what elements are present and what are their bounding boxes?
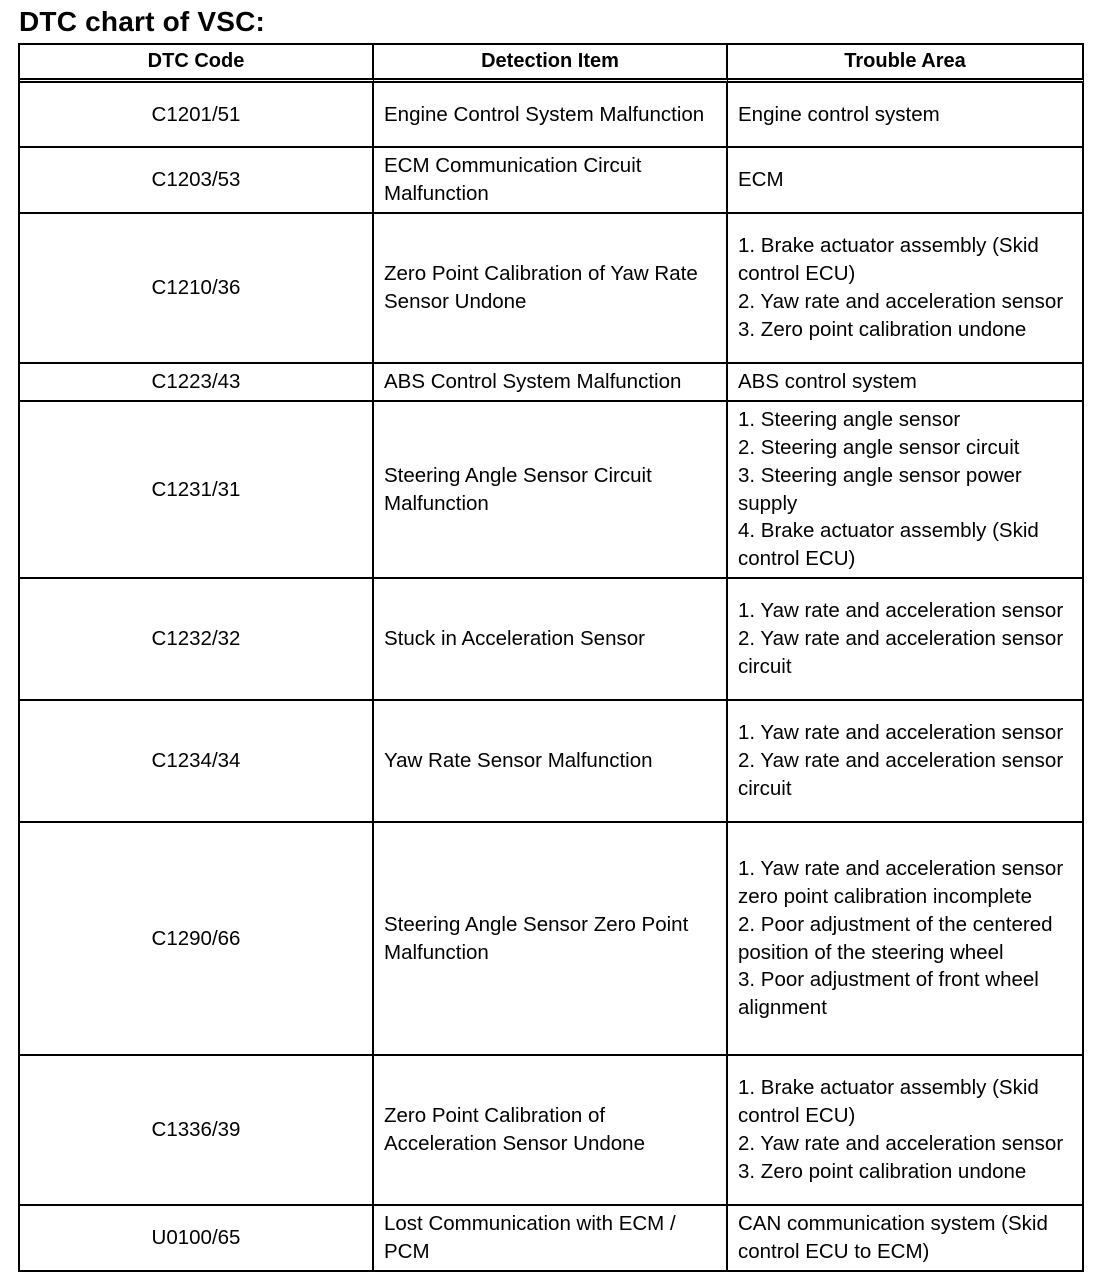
trouble-area-cell [728, 823, 1084, 1056]
detection-item-cell: Engine Control System Malfunction [374, 83, 728, 148]
trouble-area-line: 2. Yaw rate and acceleration sensor circuit [738, 627, 1064, 678]
dtc-code-cell: C1231/31 [20, 402, 374, 579]
trouble-area-line: 3. Zero point calibration undone [738, 317, 1027, 341]
table-body [20, 83, 1084, 1272]
detection-item-cell: Steering Angle Sensor Zero Point Malfunction [374, 823, 728, 1056]
header-trouble-area: Trouble Area [728, 45, 1084, 83]
detection-item-cell: ABS Control System Malfunction [374, 364, 728, 402]
table-row [20, 579, 1084, 701]
table-row [20, 83, 1084, 148]
trouble-area-cell [728, 1206, 1084, 1272]
dtc-code-cell: C1210/36 [20, 214, 374, 364]
detection-item-cell: Zero Point Calibration of Yaw Rate Sensor Undone [374, 214, 728, 364]
document-title: DTC chart of VSC: [19, 6, 266, 37]
detection-item-cell: Yaw Rate Sensor Malfunction [374, 701, 728, 823]
dtc-code-cell: U0100/65 [20, 1206, 374, 1272]
trouble-area-cell [728, 148, 1084, 214]
trouble-area-line: 2. Yaw rate and acceleration sensor [738, 290, 1064, 313]
table-row [20, 402, 1084, 579]
dtc-code-cell: C1203/53 [20, 148, 374, 214]
dtc-code-cell: C1336/39 [20, 1056, 374, 1206]
trouble-area-line: 1. Yaw rate and acceleration sensor [738, 599, 1064, 623]
table-row [20, 214, 1084, 364]
header-row [20, 45, 1084, 83]
detection-item-cell: ECM Communication Circuit Malfunction [374, 148, 728, 214]
trouble-area-line: 3. Zero point calibration undone [738, 1159, 1027, 1183]
trouble-area-cell [728, 214, 1084, 364]
dtc-code-cell: C1223/43 [20, 364, 374, 402]
detection-item-cell: Steering Angle Sensor Circuit Malfunction [374, 402, 728, 579]
trouble-area-cell [728, 402, 1084, 579]
trouble-area-line: 2. Steering angle sensor circuit [738, 435, 1020, 459]
trouble-area-cell [728, 701, 1084, 823]
dtc-code-cell: C1234/34 [20, 701, 374, 823]
header-detection-item: Detection Item [374, 45, 728, 83]
trouble-area-line: ABS control system [738, 370, 917, 394]
table-row [20, 148, 1084, 214]
trouble-area-line: 1. Yaw rate and acceleration sensor zero point calibration incomplete [738, 857, 1064, 908]
trouble-area-line: 3. Poor adjustment of front wheel alignment [738, 968, 1039, 1020]
trouble-area-line: 1. Brake actuator assembly (Skid control ECU) [738, 234, 1039, 286]
table-row [20, 823, 1084, 1056]
detection-item-cell: Lost Communication with ECM / PCM [374, 1206, 728, 1272]
table-row [20, 701, 1084, 823]
table-row [20, 364, 1084, 402]
dtc-code-cell: C1201/51 [20, 83, 374, 148]
trouble-area-line: ECM [738, 168, 784, 192]
trouble-area-line: 1. Steering angle sensor [738, 408, 961, 432]
trouble-area-line: 3. Steering angle sensor power supply [738, 463, 1022, 515]
detection-item-cell: Zero Point Calibration of Acceleration Sensor Undone [374, 1056, 728, 1206]
detection-item-cell: Stuck in Acceleration Sensor [374, 579, 728, 701]
dtc-code-cell: C1232/32 [20, 579, 374, 701]
trouble-area-line: 2. Yaw rate and acceleration sensor [738, 1132, 1064, 1155]
trouble-area-cell [728, 579, 1084, 701]
dtc-code-cell: C1290/66 [20, 823, 374, 1056]
trouble-area-cell [728, 364, 1084, 402]
table-row [20, 1056, 1084, 1206]
trouble-area-line: 1. Brake actuator assembly (Skid control ECU) [738, 1076, 1039, 1128]
header-dtc-code: DTC Code [20, 45, 374, 83]
trouble-area-line: 2. Yaw rate and acceleration sensor circuit [738, 749, 1064, 800]
table-row [20, 1206, 1084, 1272]
trouble-area-line: Engine control system [738, 102, 940, 126]
trouble-area-line: 4. Brake actuator assembly (Skid control ECU) [738, 519, 1039, 571]
table-header [20, 45, 1084, 83]
trouble-area-cell [728, 1056, 1084, 1206]
trouble-area-cell [728, 83, 1084, 148]
trouble-area-line: 1. Yaw rate and acceleration sensor [738, 721, 1064, 745]
dtc-table [18, 43, 1084, 1272]
trouble-area-line: 2. Poor adjustment of the centered position of the steering wheel [738, 912, 1053, 964]
trouble-area-line: CAN communication system (Skid control ECU to ECM) [738, 1212, 1048, 1263]
